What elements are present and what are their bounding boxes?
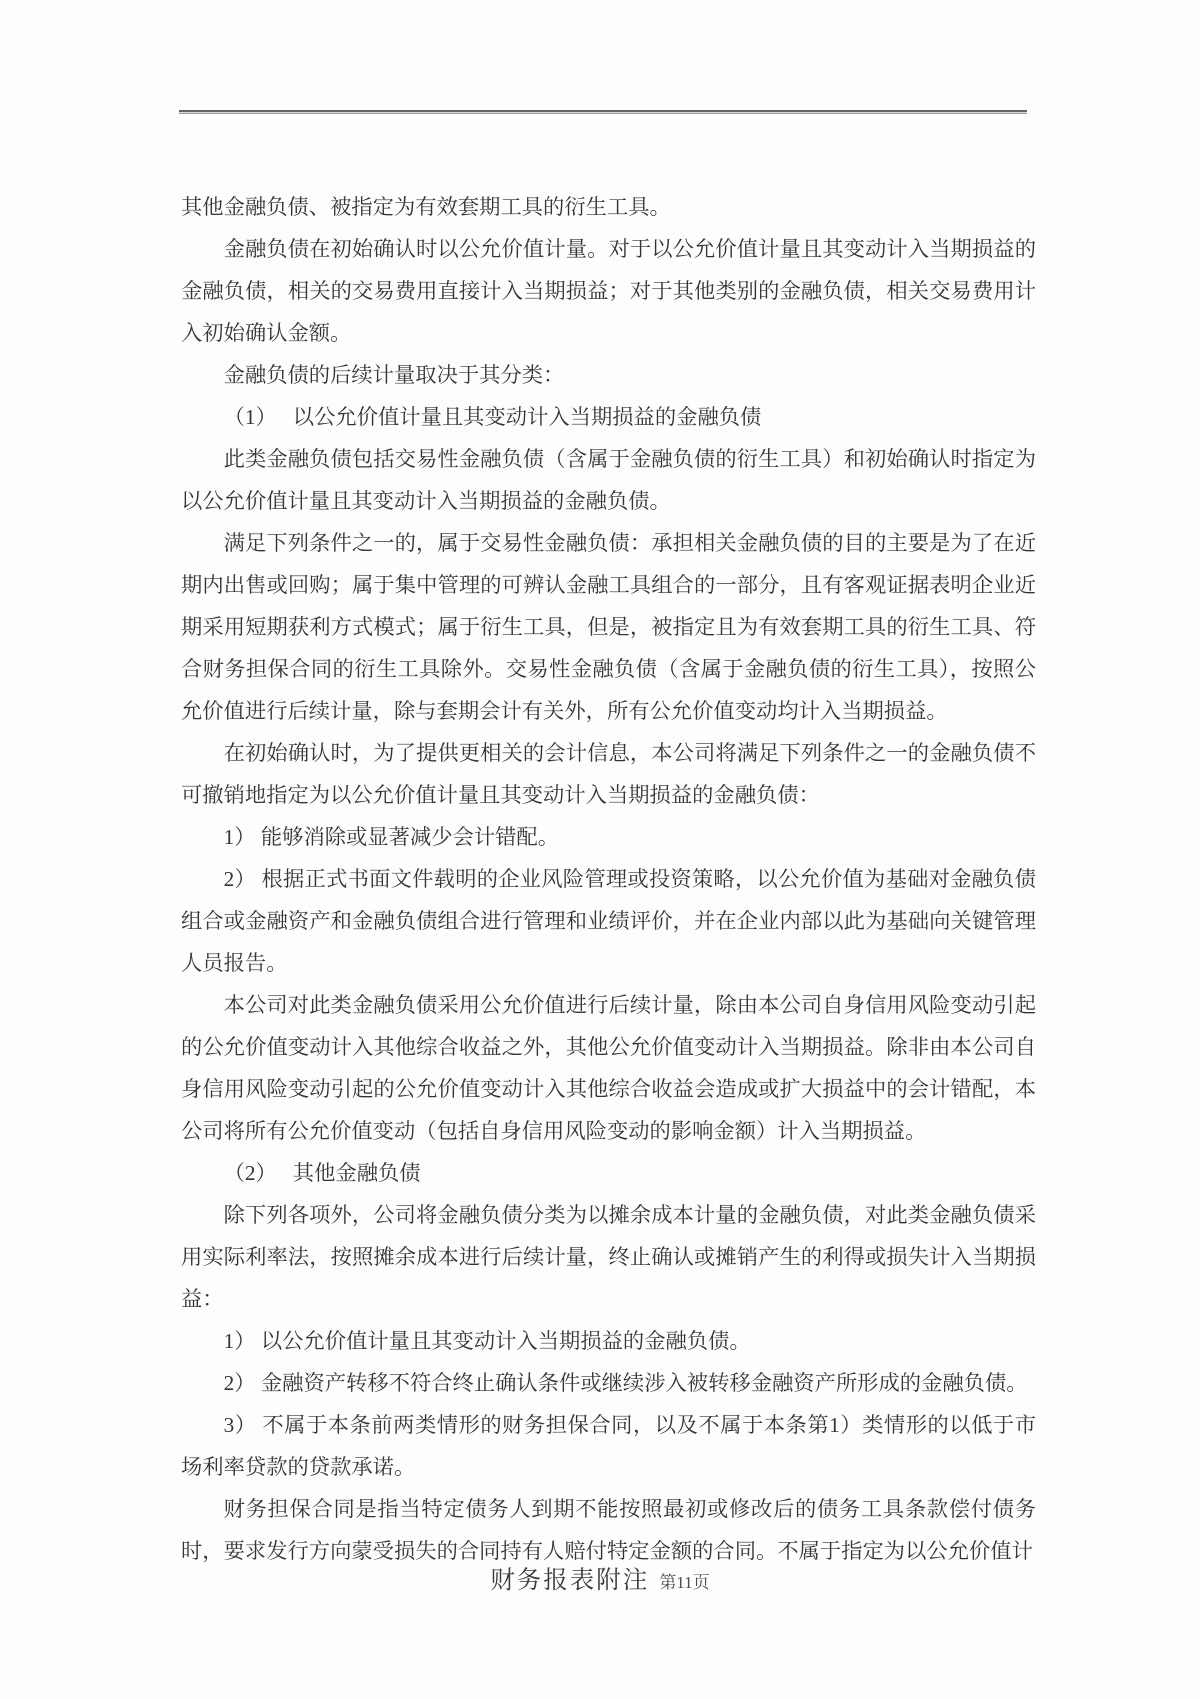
paragraph: 除下列各项外，公司将金融负债分类为以摊余成本计量的金融负债，对此类金融负债采用实际利率法，按照摊余成本进行后续计量，终止确认或摊销产生的利得或损失计入当期损益： <box>181 1203 1036 1311</box>
paragraph: 本公司对此类金融负债采用公允价值进行后续计量，除由本公司自身信用风险变动引起的公允价值变动计入其他综合收益之外，其他公允价值变动计入当期损益。除非由本公司自身信用风险变动引起的公允价值变动计入其他综合收益会造成或扩大损益中的会计错配，本公司将所有公允价值变动（包括自身信用风险变动的影响金额）计入当期损益。 <box>181 993 1036 1143</box>
paragraph: 3） 不属于本条前两类情形的财务担保合同，以及不属于本条第1）类情形的以低于市场利率贷款的贷款承诺。 <box>181 1413 1036 1479</box>
footer-title: 财务报表附注 <box>490 1567 650 1594</box>
paragraph: 金融负债的后续计量取决于其分类： <box>223 363 565 387</box>
paragraph: （1） 以公允价值计量且其变动计入当期损益的金融负债 <box>223 405 762 429</box>
page-footer <box>0 1560 1200 1605</box>
paragraph: 2） 金融资产转移不符合终止确认条件或继续涉入被转移金融资产所形成的金融负债。 <box>223 1371 1028 1395</box>
paragraph: （2） 其他金融负债 <box>223 1161 421 1185</box>
paragraph: 金融负债在初始确认时以公允价值计量。对于以公允价值计量且其变动计入当期损益的金融负债，相关的交易费用直接计入当期损益；对于其他类别的金融负债，相关交易费用计入初始确认金额。 <box>181 237 1036 345</box>
paragraph: 满足下列条件之一的，属于交易性金融负债：承担相关金融负债的目的主要是为了在近期内出售或回购；属于集中管理的可辨认金融工具组合的一部分，且有客观证据表明企业近期采用短期获利方式模式；属于衍生工具，但是，被指定且为有效套期工具的衍生工具、符合财务担保合同的衍生工具除外。交易性金融负债（含属于金融负债的衍生工具），按照公允价值进行后续计量，除与套期会计有关外，所有公允价值变动均计入当期损益。 <box>181 531 1036 723</box>
paragraph: 1） 能够消除或显著减少会计错配。 <box>223 825 560 849</box>
header-rule <box>179 110 1027 114</box>
paragraph: 2） 根据正式书面文件载明的企业风险管理或投资策略，以公允价值为基础对金融负债组合或金融资产和金融负债组合进行管理和业绩评价，并在企业内部以此为基础向关键管理人员报告。 <box>181 867 1036 975</box>
paragraph: 在初始确认时，为了提供更相关的会计信息，本公司将满足下列条件之一的金融负债不可撤销地指定为以公允价值计量且其变动计入当期损益的金融负债： <box>181 741 1036 807</box>
paragraph: 财务担保合同是指当特定债务人到期不能按照最初或修改后的债务工具条款偿付债务时，要求发行方向蒙受损失的合同持有人赔付特定金额的合同。不属于指定为以公允价值计 <box>181 1497 1036 1563</box>
document-body <box>181 186 1036 1572</box>
footer-page-number: 第11页 <box>659 1573 710 1592</box>
paragraph: 1） 以公允价值计量且其变动计入当期损益的金融负债。 <box>223 1329 751 1353</box>
paragraph: 此类金融负债包括交易性金融负债（含属于金融负债的衍生工具）和初始确认时指定为以公允价值计量且其变动计入当期损益的金融负债。 <box>181 447 1036 513</box>
paragraph: 其他金融负债、被指定为有效套期工具的衍生工具。 <box>181 195 671 219</box>
